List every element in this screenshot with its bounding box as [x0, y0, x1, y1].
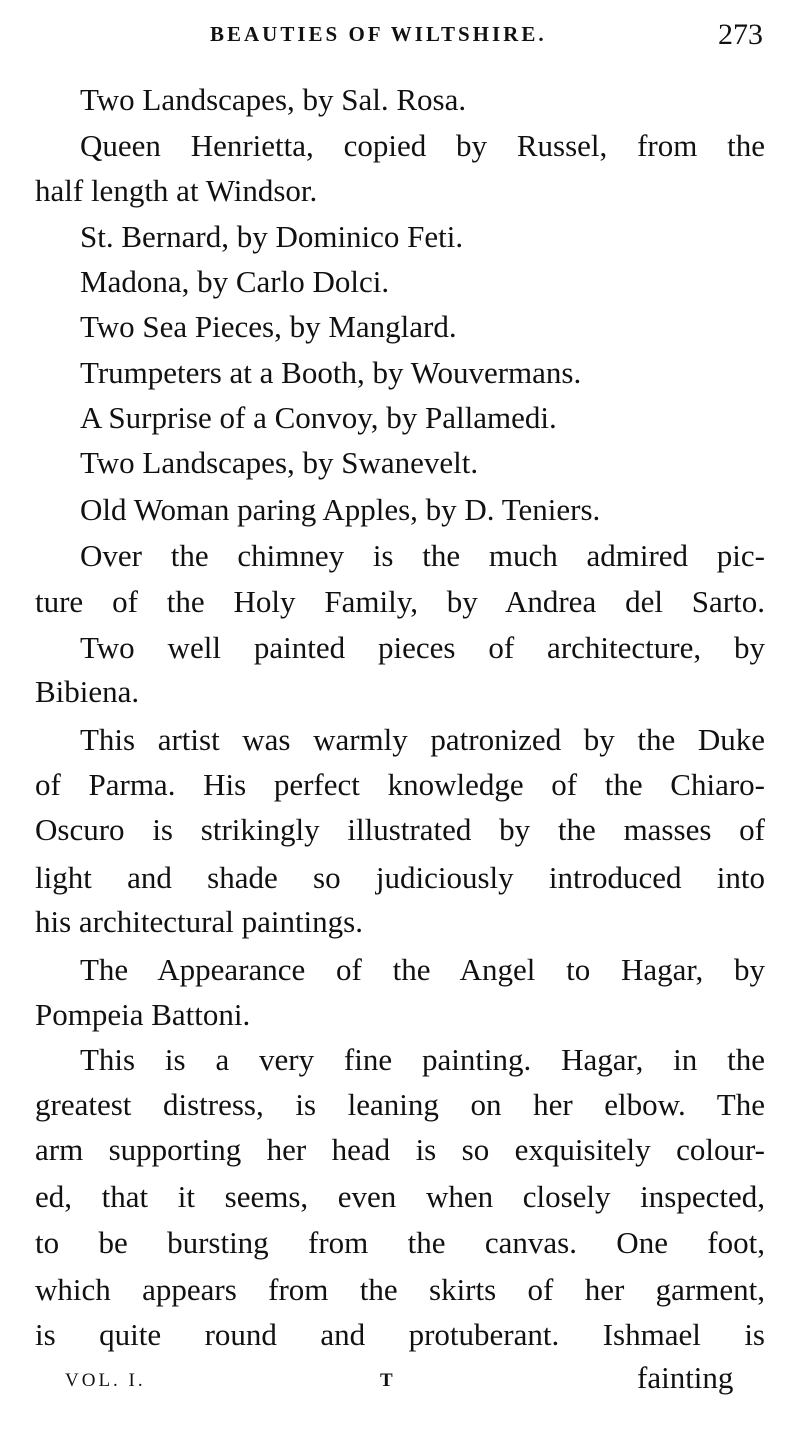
page-number: 273: [718, 18, 763, 51]
text-line: Over the chimney is the much admired pic-: [80, 538, 765, 573]
text-line: St. Bernard, by Dominico Feti.: [80, 219, 464, 254]
text-line: half length at Windsor.: [35, 173, 318, 208]
text-line: greatest distress, is leaning on her elbow. The: [35, 1087, 765, 1122]
text-line: arm supporting her head is so exquisitely colour-: [35, 1132, 765, 1167]
text-line: ed, that it seems, even when closely inspected,: [35, 1179, 765, 1214]
text-line: to be bursting from the canvas. One foot,: [35, 1225, 765, 1260]
text-line: is quite round and protuberant. Ishmael is: [35, 1317, 765, 1352]
text-line: A Surprise of a Convoy, by Pallamedi.: [80, 400, 557, 435]
text-line: Madona, by Carlo Dolci.: [80, 264, 390, 299]
text-line: his architectural paintings.: [35, 904, 363, 939]
text-line: Oscuro is strikingly illustrated by the masses of: [35, 812, 765, 847]
text-line: Queen Henrietta, copied by Russel, from the: [80, 128, 765, 163]
text-line: light and shade so judiciously introduced into: [35, 860, 765, 895]
catchword: fainting: [637, 1360, 734, 1395]
signature-mark: T: [380, 1370, 396, 1391]
text-line: which appears from the skirts of her garment,: [35, 1272, 765, 1307]
text-line: Old Woman paring Apples, by D. Teniers.: [80, 492, 601, 527]
text-line: This is a very fine painting. Hagar, in the: [80, 1042, 765, 1077]
text-line: of Parma. His perfect knowledge of the Chiaro-: [35, 767, 765, 802]
text-line: Bibiena.: [35, 674, 140, 709]
text-line: This artist was warmly patronized by the Duke: [80, 722, 765, 757]
text-line: ture of the Holy Family, by Andrea del Sarto.: [35, 584, 765, 619]
text-line: Trumpeters at a Booth, by Wouvermans.: [80, 355, 582, 390]
text-line: Two Landscapes, by Swanevelt.: [80, 445, 479, 480]
running-title: BEAUTIES OF WILTSHIRE.: [210, 22, 547, 46]
volume-label: VOL. I.: [65, 1370, 146, 1391]
text-line: The Appearance of the Angel to Hagar, by: [80, 952, 765, 987]
text-line: Two Landscapes, by Sal. Rosa.: [80, 82, 467, 117]
text-line: Two well painted pieces of architecture, by: [80, 630, 765, 665]
text-line: Pompeia Battoni.: [35, 997, 251, 1032]
text-line: Two Sea Pieces, by Manglard.: [80, 309, 457, 344]
